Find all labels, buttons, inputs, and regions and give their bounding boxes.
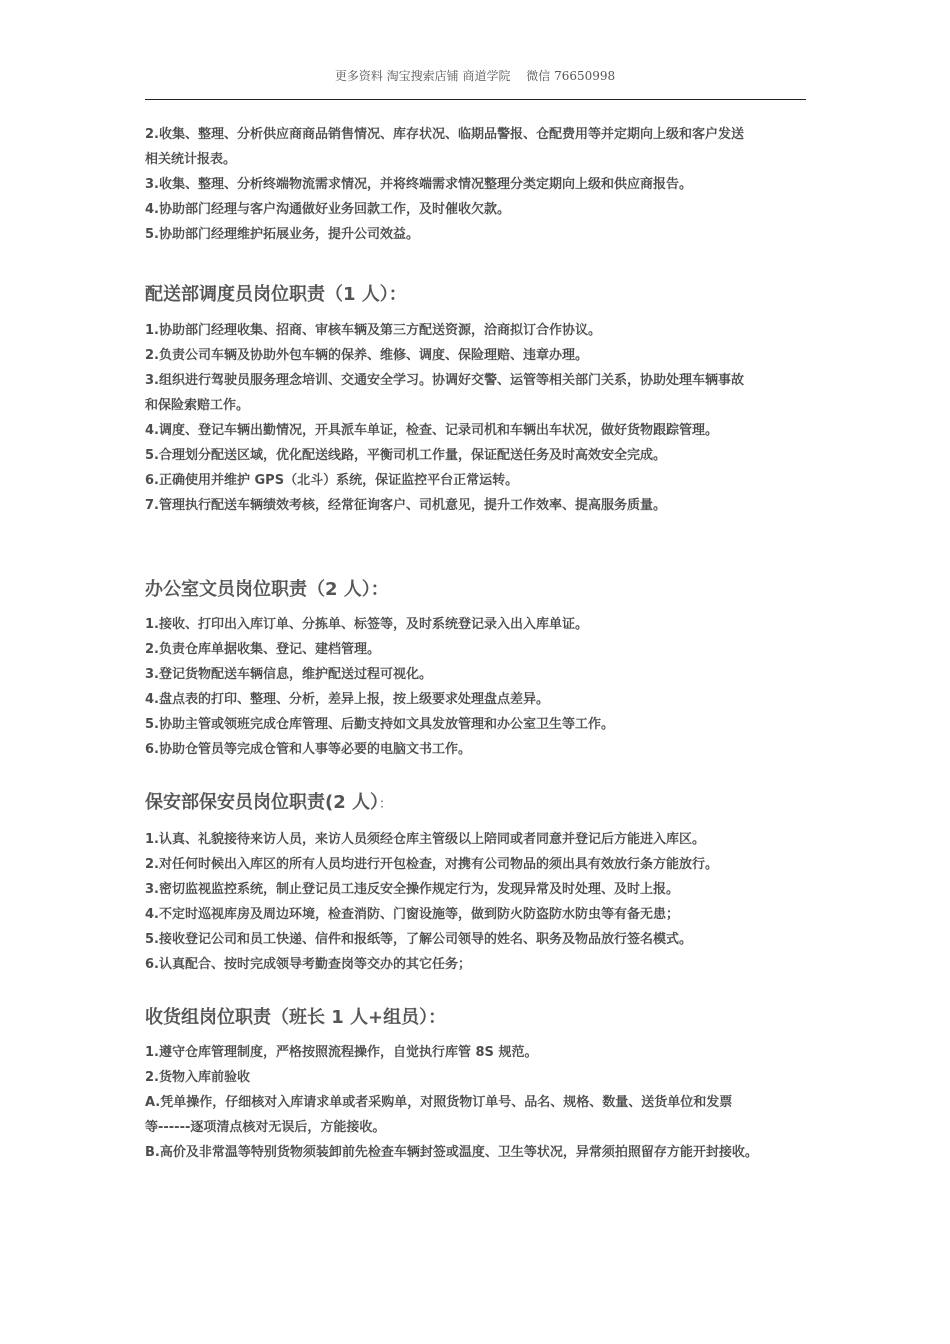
section-title: 配送部调度员岗位职责（1 人）： — [145, 284, 407, 305]
paragraph-line: 5.合理划分配送区域，优化配送线路，平衡司机工作量，保证配送任务及时高效安全完成。 — [145, 448, 666, 463]
section-title-suffix: ： — [379, 797, 393, 812]
section-dispatcher — [145, 281, 815, 518]
section-title: 收货组岗位职责（班长 1 人+组员）： — [145, 1007, 447, 1028]
paragraph-line: 4.协助部门经理与客户沟通做好业务回款工作，及时催收欠款。 — [145, 202, 510, 217]
section-title-text: 保安部保安员岗位职责(2 人） — [145, 792, 380, 813]
paragraph-line: 2.收集、整理、分析供应商商品销售情况、库存状况、临期品警报、仓配费用等并定期向上级和客户发送 — [145, 127, 744, 142]
intro-block — [145, 122, 815, 247]
paragraph-line: 1.认真、礼貌接待来访人员，来访人员须经仓库主管级以上陪同或者同意并登记后方能进入库区。 — [145, 832, 705, 847]
paragraph-line: 相关统计报表。 — [145, 152, 237, 167]
paragraph-line: 1.协助部门经理收集、招商、审核车辆及第三方配送资源，洽商拟订合作协议。 — [145, 323, 601, 338]
paragraph-line: 7.管理执行配送车辆绩效考核，经常征询客户、司机意见，提升工作效率、提高服务质量。 — [145, 498, 666, 513]
paragraph-line: 等------逐项清点核对无误后，方能接收。 — [145, 1120, 386, 1135]
paragraph-line: 1.遵守仓库管理制度，严格按照流程操作，自觉执行库管 8S 规范。 — [145, 1045, 538, 1060]
paragraph-line: 2.负责仓库单据收集、登记、建档管理。 — [145, 642, 380, 657]
page-header: 更多资料 淘宝搜索店铺 商道学院 微信 76650998 — [334, 69, 616, 83]
paragraph-line: B.高价及非常温等特别货物须装卸前先检查车辆封签或温度、卫生等状况，异常须拍照留存方能开封接收。 — [145, 1145, 758, 1160]
paragraph-line: 和保险索赔工作。 — [145, 398, 250, 413]
paragraph-line: 3.登记货物配送车辆信息，维护配送过程可视化。 — [145, 667, 432, 682]
paragraph-line: 4.盘点表的打印、整理、分析，差异上报，按上级要求处理盘点差异。 — [145, 692, 549, 707]
section-office-clerk — [145, 576, 815, 762]
section-security — [145, 789, 815, 977]
paragraph-line: 3.组织进行驾驶员服务理念培训、交通安全学习。协调好交警、运管等相关部门关系，协助处理车辆事故 — [145, 373, 744, 388]
paragraph-line: 5.接收登记公司和员工快递、信件和报纸等，了解公司领导的姓名、职务及物品放行签名模式。 — [145, 932, 692, 947]
paragraph-line: 6.认真配合、按时完成领导考勤查岗等交办的其它任务； — [145, 957, 471, 972]
paragraph-line: 2.对任何时候出入库区的所有人员均进行开包检查，对携有公司物品的须出具有效放行条方能放行。 — [145, 857, 718, 872]
header-divider — [145, 99, 806, 100]
paragraph-line: 2.货物入库前验收 — [145, 1070, 250, 1085]
section-title — [145, 789, 815, 819]
paragraph-line: 4.不定时巡视库房及周边环境，检查消防、门窗设施等，做到防火防盗防水防虫等有备无患； — [145, 907, 679, 922]
paragraph-line: 3.密切监视监控系统，制止登记员工违反安全操作规定行为，发现异常及时处理、及时上报。 — [145, 882, 679, 897]
paragraph-line: 3.收集、整理、分析终端物流需求情况，并将终端需求情况整理分类定期向上级和供应商报告。 — [145, 177, 692, 192]
paragraph-line: 5.协助部门经理维护拓展业务，提升公司效益。 — [145, 227, 419, 242]
paragraph-line: 2.负责公司车辆及协助外包车辆的保养、维修、调度、保险理赔、违章办理。 — [145, 348, 588, 363]
paragraph-line: A.凭单操作，仔细核对入库请求单或者采购单，对照货物订单号、品名、规格、数量、送货单位和发票 — [145, 1095, 733, 1110]
paragraph-line: 6.正确使用并维护 GPS（北斗）系统，保证监控平台正常运转。 — [145, 473, 519, 488]
section-receiving — [145, 1004, 815, 1165]
paragraph-line: 4.调度、登记车辆出勤情况，开具派车单证，检查、记录司机和车辆出车状况，做好货物跟踪管理。 — [145, 423, 718, 438]
document-body — [145, 122, 815, 1165]
paragraph-line: 5.协助主管或领班完成仓库管理、后勤支持如文具发放管理和办公室卫生等工作。 — [145, 717, 614, 732]
section-title: 办公室文员岗位职责（2 人）： — [145, 579, 389, 600]
paragraph-line: 6.协助仓管员等完成仓管和人事等必要的电脑文书工作。 — [145, 742, 471, 757]
paragraph-line: 1.接收、打印出入库订单、分拣单、标签等，及时系统登记录入出入库单证。 — [145, 617, 588, 632]
